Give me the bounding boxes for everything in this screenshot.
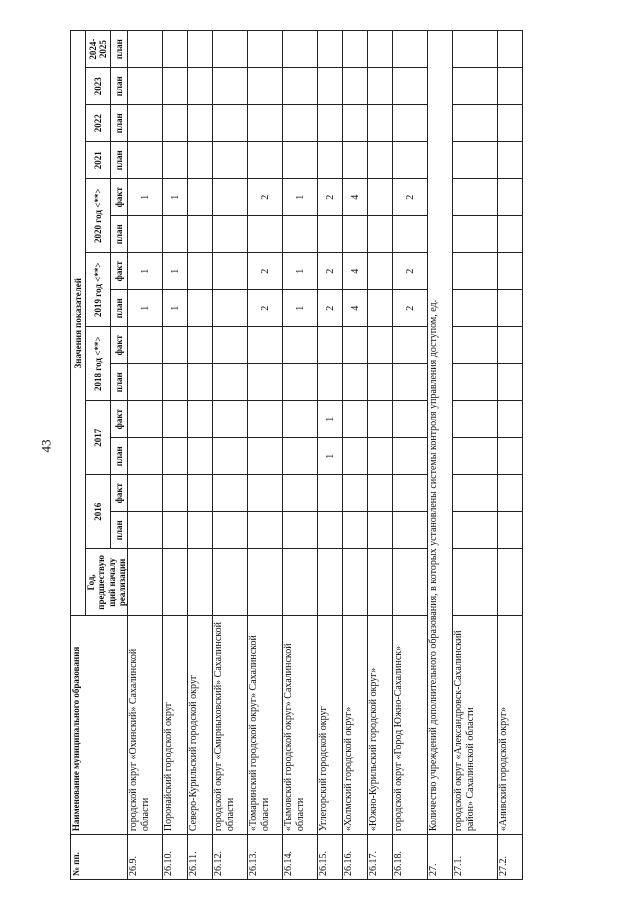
value-cell xyxy=(343,68,368,105)
header-name: Наименование муниципального образования xyxy=(71,616,128,835)
value-cell xyxy=(453,438,498,475)
value-cell xyxy=(213,179,248,216)
value-cell xyxy=(213,105,248,142)
section-number: 27. xyxy=(428,835,453,880)
value-cell xyxy=(368,512,393,549)
value-cell xyxy=(343,364,368,401)
value-cell xyxy=(453,290,498,327)
value-cell xyxy=(283,216,318,253)
value-cell: 1 xyxy=(283,253,318,290)
value-cell xyxy=(343,401,368,438)
table-row xyxy=(393,31,428,880)
value-cell xyxy=(498,31,523,68)
header-2017: 2017 xyxy=(86,401,111,475)
value-cell xyxy=(248,105,283,142)
table-row xyxy=(368,31,393,880)
municipality-name: Северо-Курильский городской округ xyxy=(188,616,213,835)
header-num: № пп. xyxy=(71,835,128,880)
value-cell xyxy=(248,216,283,253)
value-cell: 1 xyxy=(128,253,163,290)
subheader-plan: план xyxy=(111,105,128,142)
header-2023: 2023 xyxy=(86,68,111,105)
value-cell xyxy=(393,105,428,142)
value-cell xyxy=(368,438,393,475)
value-cell xyxy=(368,68,393,105)
value-cell xyxy=(213,401,248,438)
value-cell xyxy=(163,68,188,105)
value-cell xyxy=(248,401,283,438)
subheader-plan: план xyxy=(111,31,128,68)
row-number: 26.13. xyxy=(248,835,283,880)
value-cell: 1 xyxy=(283,179,318,216)
subheader-fact: факт xyxy=(111,327,128,364)
value-cell xyxy=(393,475,428,512)
value-cell xyxy=(213,31,248,68)
value-cell xyxy=(453,475,498,512)
value-cell xyxy=(393,216,428,253)
value-cell xyxy=(188,142,213,179)
cell-base-year xyxy=(283,549,318,616)
subheader-plan: план xyxy=(111,512,128,549)
value-cell xyxy=(343,216,368,253)
value-cell xyxy=(393,512,428,549)
row-number: 26.10. xyxy=(163,835,188,880)
municipality-name: «Холмский городской округ» xyxy=(343,616,368,835)
value-cell xyxy=(283,364,318,401)
table-row xyxy=(453,31,498,880)
value-cell xyxy=(283,512,318,549)
row-number: 26.9. xyxy=(128,835,163,880)
value-cell: 2 xyxy=(318,179,343,216)
value-cell xyxy=(368,179,393,216)
value-cell: 2 xyxy=(248,253,283,290)
value-cell xyxy=(318,475,343,512)
value-cell xyxy=(393,142,428,179)
value-cell xyxy=(453,105,498,142)
subheader-fact: факт xyxy=(111,475,128,512)
value-cell xyxy=(248,68,283,105)
municipality-name: городской округ «Смирныховский» Сахалинской области xyxy=(213,616,248,835)
value-cell: 1 xyxy=(163,253,188,290)
value-cell xyxy=(128,401,163,438)
table-row xyxy=(188,31,213,880)
value-cell xyxy=(368,475,393,512)
value-cell xyxy=(453,512,498,549)
value-cell xyxy=(318,327,343,364)
value-cell xyxy=(453,216,498,253)
value-cell xyxy=(393,438,428,475)
value-cell xyxy=(248,512,283,549)
value-cell xyxy=(283,68,318,105)
municipality-name: «Анивский городской округ» xyxy=(498,616,523,835)
subheader-plan: план xyxy=(111,216,128,253)
value-cell xyxy=(283,105,318,142)
value-cell xyxy=(318,68,343,105)
value-cell xyxy=(343,475,368,512)
table-row xyxy=(498,31,523,880)
value-cell xyxy=(213,253,248,290)
subheader-plan: план xyxy=(111,290,128,327)
value-cell xyxy=(283,475,318,512)
value-cell xyxy=(498,253,523,290)
value-cell: 1 xyxy=(163,179,188,216)
row-number: 26.16. xyxy=(343,835,368,880)
value-cell xyxy=(188,364,213,401)
value-cell xyxy=(318,105,343,142)
value-cell xyxy=(318,31,343,68)
municipality-name: «Томаринский городской округ» Сахалинской области xyxy=(248,616,283,835)
value-cell xyxy=(368,216,393,253)
municipality-name: городской округ «Город Южно-Сахалинск» xyxy=(393,616,428,835)
value-cell xyxy=(498,327,523,364)
table-row xyxy=(283,31,318,880)
cell-base-year xyxy=(498,549,523,616)
row-number: 26.14. xyxy=(283,835,318,880)
value-cell xyxy=(128,327,163,364)
value-cell xyxy=(393,327,428,364)
indicator-table xyxy=(70,30,523,880)
value-cell xyxy=(188,253,213,290)
subheader-fact: факт xyxy=(111,179,128,216)
cell-base-year xyxy=(248,549,283,616)
value-cell: 2 xyxy=(318,253,343,290)
value-cell xyxy=(498,179,523,216)
value-cell xyxy=(453,327,498,364)
subheader-plan: план xyxy=(111,438,128,475)
row-number: 27.2. xyxy=(498,835,523,880)
value-cell xyxy=(393,401,428,438)
value-cell xyxy=(318,142,343,179)
value-cell xyxy=(213,327,248,364)
value-cell xyxy=(188,290,213,327)
value-cell xyxy=(188,68,213,105)
row-number: 26.15. xyxy=(318,835,343,880)
value-cell xyxy=(368,105,393,142)
value-cell xyxy=(213,142,248,179)
value-cell xyxy=(368,31,393,68)
value-cell: 2 xyxy=(318,290,343,327)
value-cell xyxy=(283,327,318,364)
value-cell xyxy=(498,401,523,438)
table-row xyxy=(343,31,368,880)
value-cell xyxy=(393,68,428,105)
value-cell xyxy=(368,142,393,179)
cell-base-year xyxy=(163,549,188,616)
subheader-plan: план xyxy=(111,68,128,105)
value-cell xyxy=(283,401,318,438)
value-cell xyxy=(283,438,318,475)
value-cell xyxy=(188,179,213,216)
value-cell xyxy=(248,475,283,512)
cell-base-year xyxy=(368,549,393,616)
value-cell xyxy=(498,68,523,105)
value-cell xyxy=(453,253,498,290)
subheader-fact: факт xyxy=(111,401,128,438)
table-row xyxy=(163,31,188,880)
value-cell xyxy=(188,512,213,549)
value-cell xyxy=(213,475,248,512)
value-cell xyxy=(128,475,163,512)
value-cell: 1 xyxy=(128,179,163,216)
value-cell xyxy=(188,327,213,364)
value-cell xyxy=(498,512,523,549)
value-cell xyxy=(248,31,283,68)
row-number: 26.18. xyxy=(393,835,428,880)
value-cell xyxy=(163,401,188,438)
value-cell xyxy=(188,401,213,438)
value-cell xyxy=(368,253,393,290)
value-cell: 1 xyxy=(163,290,188,327)
cell-base-year xyxy=(128,549,163,616)
value-cell xyxy=(453,364,498,401)
value-cell xyxy=(318,364,343,401)
value-cell xyxy=(393,31,428,68)
value-cell xyxy=(213,216,248,253)
value-cell xyxy=(498,438,523,475)
value-cell xyxy=(248,327,283,364)
cell-base-year xyxy=(318,549,343,616)
value-cell xyxy=(163,512,188,549)
municipality-name: городской округ «Александровск-Сахалинский район» Сахалинской области xyxy=(453,616,498,835)
value-cell xyxy=(163,142,188,179)
header-2021: 2021 xyxy=(86,142,111,179)
value-cell: 2 xyxy=(248,290,283,327)
value-cell xyxy=(318,512,343,549)
cell-base-year xyxy=(453,549,498,616)
value-cell xyxy=(393,364,428,401)
value-cell xyxy=(368,401,393,438)
municipality-name: Углегорский городской округ xyxy=(318,616,343,835)
value-cell xyxy=(498,216,523,253)
value-cell xyxy=(368,327,393,364)
value-cell xyxy=(318,216,343,253)
header-2020: 2020 год <**> xyxy=(86,179,111,253)
value-cell: 4 xyxy=(343,253,368,290)
value-cell xyxy=(213,364,248,401)
table-body xyxy=(128,31,523,880)
header-2019: 2019 год <**> xyxy=(86,253,111,327)
value-cell xyxy=(128,438,163,475)
municipality-name: городской округ «Охинский» Сахалинской области xyxy=(128,616,163,835)
value-cell xyxy=(248,438,283,475)
value-cell xyxy=(498,105,523,142)
value-cell xyxy=(213,438,248,475)
row-number: 26.11. xyxy=(188,835,213,880)
value-cell xyxy=(188,475,213,512)
value-cell xyxy=(453,68,498,105)
header-2024: 2024-2025 xyxy=(86,31,111,68)
value-cell xyxy=(163,364,188,401)
cell-base-year xyxy=(393,549,428,616)
value-cell xyxy=(213,290,248,327)
value-cell xyxy=(128,68,163,105)
rotated-table-container xyxy=(70,30,630,880)
value-cell xyxy=(163,31,188,68)
value-cell xyxy=(163,475,188,512)
value-cell xyxy=(128,31,163,68)
table-row xyxy=(213,31,248,880)
value-cell xyxy=(128,216,163,253)
page-number: 43 xyxy=(38,439,54,453)
value-cell xyxy=(213,68,248,105)
subheader-fact: факт xyxy=(111,253,128,290)
value-cell xyxy=(163,105,188,142)
municipality-name: Поронайский городской округ xyxy=(163,616,188,835)
value-cell xyxy=(188,105,213,142)
value-cell xyxy=(343,142,368,179)
row-number: 26.17. xyxy=(368,835,393,880)
value-cell xyxy=(188,438,213,475)
cell-base-year xyxy=(213,549,248,616)
value-cell: 2 xyxy=(248,179,283,216)
value-cell xyxy=(498,475,523,512)
value-cell xyxy=(453,401,498,438)
row-number: 27.1. xyxy=(453,835,498,880)
value-cell xyxy=(283,31,318,68)
value-cell xyxy=(128,105,163,142)
value-cell xyxy=(343,327,368,364)
value-cell xyxy=(453,31,498,68)
subheader-plan: план xyxy=(111,142,128,179)
value-cell xyxy=(368,364,393,401)
municipality-name: «Южно-Курильский городской округ» xyxy=(368,616,393,835)
value-cell xyxy=(128,364,163,401)
value-cell: 2 xyxy=(393,290,428,327)
value-cell: 1 xyxy=(318,438,343,475)
value-cell xyxy=(248,364,283,401)
header-base-year: Год, предшествую щий началу реализации xyxy=(86,549,128,616)
value-cell xyxy=(498,364,523,401)
header-2022: 2022 xyxy=(86,105,111,142)
value-cell xyxy=(163,216,188,253)
value-cell xyxy=(498,290,523,327)
value-cell xyxy=(453,179,498,216)
header-2016: 2016 xyxy=(86,475,111,549)
value-cell: 4 xyxy=(343,179,368,216)
table-row xyxy=(248,31,283,880)
header-2018: 2018 год <**> xyxy=(86,327,111,401)
cell-base-year xyxy=(343,549,368,616)
value-cell xyxy=(343,512,368,549)
header-values: Значения показателей xyxy=(71,31,86,617)
section-title: Количество учреждений дополнительного образования, в которых установлены системы контроля управления доступом, ед. xyxy=(428,31,453,835)
value-cell xyxy=(163,327,188,364)
table-row xyxy=(318,31,343,880)
subheader-plan: план xyxy=(111,364,128,401)
value-cell xyxy=(368,290,393,327)
municipality-name: «Тымовский городской округ» Сахалинской области xyxy=(283,616,318,835)
value-cell xyxy=(163,438,188,475)
section-row xyxy=(428,31,453,880)
value-cell: 2 xyxy=(393,253,428,290)
value-cell: 2 xyxy=(393,179,428,216)
value-cell xyxy=(498,142,523,179)
value-cell xyxy=(188,216,213,253)
value-cell xyxy=(283,142,318,179)
value-cell: 1 xyxy=(283,290,318,327)
value-cell: 4 xyxy=(343,290,368,327)
row-number: 26.12. xyxy=(213,835,248,880)
value-cell xyxy=(128,142,163,179)
value-cell xyxy=(213,512,248,549)
value-cell xyxy=(343,105,368,142)
value-cell xyxy=(453,142,498,179)
value-cell xyxy=(188,31,213,68)
value-cell: 1 xyxy=(318,401,343,438)
cell-base-year xyxy=(188,549,213,616)
value-cell xyxy=(343,31,368,68)
value-cell: 1 xyxy=(128,290,163,327)
table-row xyxy=(128,31,163,880)
value-cell xyxy=(128,512,163,549)
value-cell xyxy=(248,142,283,179)
value-cell xyxy=(343,438,368,475)
